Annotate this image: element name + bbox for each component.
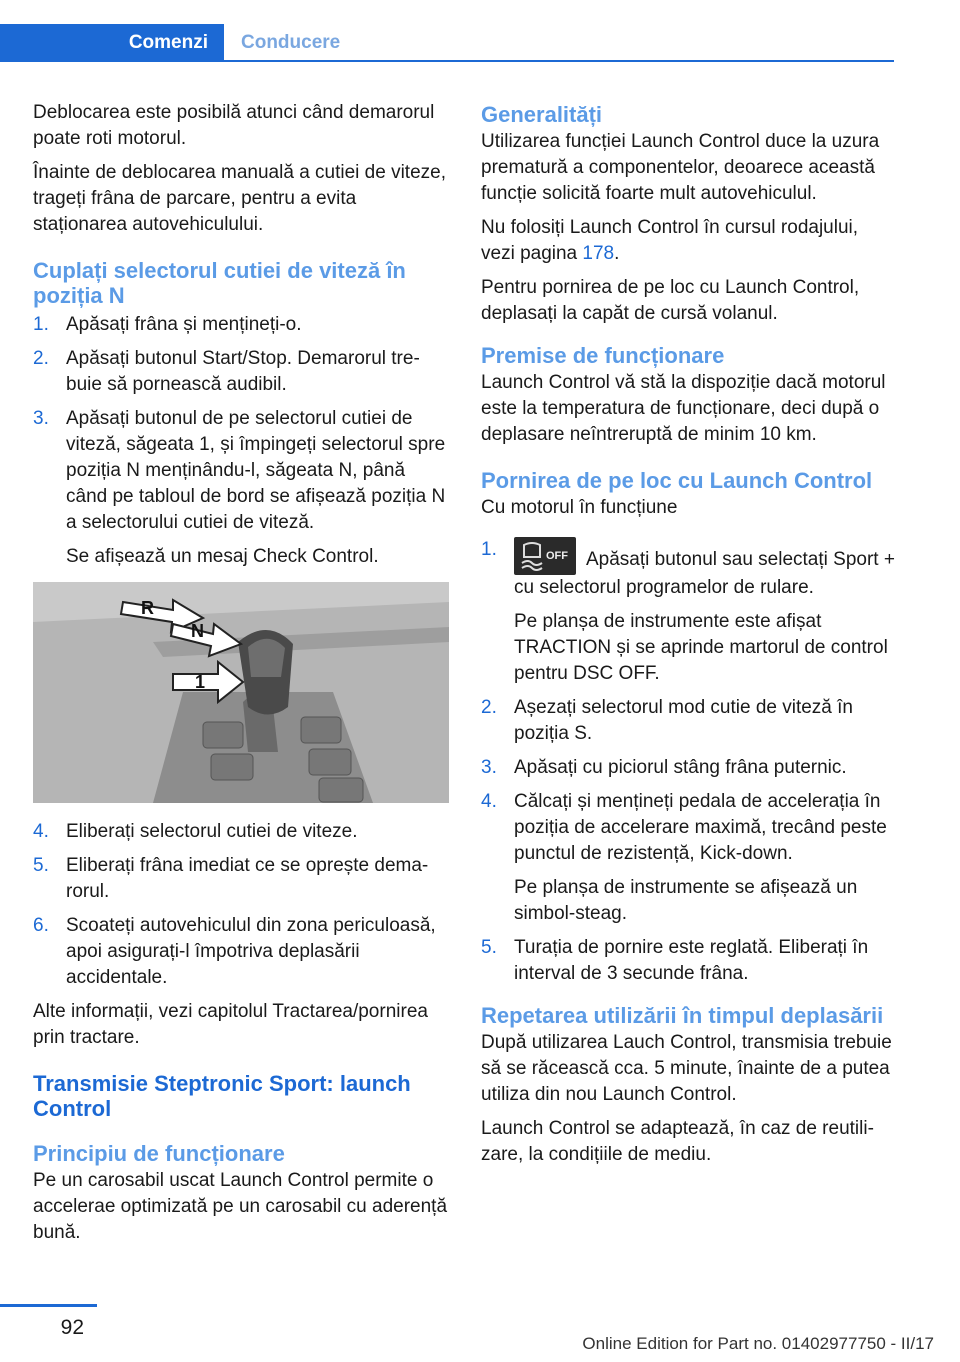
section-heading: Repetarea utilizării în timpul deplasării: [481, 1003, 884, 1028]
arrow-label-n: N: [191, 621, 204, 641]
chapter-heading: Transmisie Steptronic Sport: launch Control: [33, 1071, 411, 1121]
step-note: Pe planșa de instrumente este afișat TRACTION și se aprinde martorul de control pentru DSC OFF.: [514, 611, 888, 684]
section-heading: Principiu de funcționare: [33, 1141, 285, 1166]
paragraph: Deblocarea este posibilă atunci când demarorul poate roti motorul.: [33, 102, 435, 149]
step-text: Apăsați butonul sau selectați Sport + cu selectorul programelor de rulare.: [514, 549, 895, 598]
page-link[interactable]: 178: [582, 243, 615, 264]
dsc-off-button-icon: [514, 537, 576, 575]
step-note: Se afișează un mesaj Check Control.: [66, 546, 379, 567]
paragraph: Alte informații, vezi capitolul Tractarea/pornirea prin tractare.: [33, 1001, 428, 1048]
tab-comenzi[interactable]: Comenzi: [0, 24, 224, 62]
paragraph: Pe un carosabil uscat Launch Control permite o accelerae optimizată pe un carosabil cu aderență bună.: [33, 1170, 448, 1243]
paragraph: După utilizarea Lauch Control, transmisia trebuie să se răcească cca. 5 minute, înainte de a putea utiliza din nou Launch Control.: [481, 1032, 892, 1105]
left-column: [33, 100, 449, 1254]
step-text: Apăsați cu piciorul stâng frâna puternic.: [514, 757, 847, 778]
step-number: 6.: [33, 915, 49, 936]
step-number: 2.: [33, 348, 49, 369]
step-number: 5.: [33, 855, 49, 876]
gear-selector-illustration: [33, 582, 449, 803]
step-number: 5.: [481, 937, 497, 958]
step-text: Turația de pornire este reglată. Eliberați în interval de 3 secunde frâna.: [514, 937, 869, 984]
step-text: Eliberați frâna imediat ce se oprește demarorul.: [66, 855, 429, 902]
button-label: OFF: [546, 550, 568, 562]
list-item: [33, 913, 449, 991]
list-item: [33, 819, 449, 845]
arrow-label-1: 1: [195, 672, 206, 692]
section-heading: Generalități: [481, 102, 603, 127]
section-heading: Premise de funcționare: [481, 343, 725, 368]
header-tabs: [0, 24, 894, 62]
arrow-label-r: R: [141, 598, 154, 618]
step-note: Pe planșa de instrumente se afișează un simbol-steag.: [514, 877, 858, 924]
page-number: 92: [60, 1316, 84, 1339]
step-number: 3.: [481, 757, 497, 778]
list-item: [33, 346, 449, 398]
step-list: [481, 537, 897, 987]
step-number: 2.: [481, 697, 497, 718]
step-text: Apăsați butonul Start/Stop. Demarorul trebuie să pornească audibil.: [66, 348, 420, 395]
paragraph: Launch Control vă stă la dispoziție dacă motorul este la temperatura de funcționare, deci după o deplasare neîntreruptă de minim 10 km.: [481, 372, 886, 445]
step-text: Apăsați frâna și mențineți-o.: [66, 314, 302, 335]
step-text: Apăsați butonul de pe selectorul cutiei de viteză, săgeata 1, și împingeți selectorul spre poziția N menținându-l, săgeata N, până când pe tabloul de bord se afișează poziția N a selectorului cutiei de viteză.: [66, 408, 446, 533]
step-text: Călcați și mențineți pedala de accelerația în poziția de accelerare maximă, trecând peste punctul de rezistență, Kick-down.: [514, 791, 887, 864]
step-text: Așezați selectorul mod cutie de viteză în poziția S.: [514, 697, 854, 744]
paragraph: Launch Control se adaptează, în caz de reutilizare, la condițiile de mediu.: [481, 1118, 874, 1165]
tab-conducere[interactable]: Conducere: [241, 32, 341, 53]
list-item: [481, 755, 897, 781]
paragraph: Cu motorul în funcțiune: [481, 497, 678, 518]
step-number: 4.: [33, 821, 49, 842]
section-heading: Cuplați selectorul cutiei de viteză în poziția N: [33, 258, 406, 308]
step-text: Scoateți autovehiculul din zona periculoasă, apoi asigurați-l împotriva deplasării accidentale.: [66, 915, 436, 988]
step-list: [33, 819, 449, 991]
list-item: [481, 935, 897, 987]
step-list: [33, 312, 449, 570]
list-item: [33, 406, 449, 570]
step-number: 1.: [33, 314, 49, 335]
step-text: Eliberați selectorul cutiei de viteze.: [66, 821, 358, 842]
edition-label: Online Edition for Part no. 01402977750 - II/17: [582, 1334, 934, 1353]
paragraph: [481, 215, 897, 267]
list-item: [481, 537, 897, 687]
paragraph-text: .: [614, 243, 620, 264]
list-item: [481, 695, 897, 747]
right-column: [481, 102, 897, 1176]
paragraph: Utilizarea funcției Launch Control duce la uzura prematură a componentelor, deoarece această funcție solicită foarte mult autovehiculul.: [481, 131, 880, 204]
section-heading: Pornirea de pe loc cu Launch Control: [481, 468, 873, 493]
gear-selector-figure: [33, 582, 449, 803]
list-item: [33, 312, 449, 338]
step-number: 3.: [33, 408, 49, 429]
list-item: [481, 789, 897, 927]
paragraph: Pentru pornirea de pe loc cu Launch Control, deplasați la capăt de cursă volanul.: [481, 277, 860, 324]
paragraph: Înainte de deblocarea manuală a cutiei de viteze, trageți frâna de parcare, pentru a evita staționarea autovehiculului.: [33, 162, 446, 235]
step-number: 1.: [481, 539, 497, 560]
paragraph-text: Nu folosiți Launch Control în cursul rodajului, vezi pagina: [481, 217, 859, 264]
footer-rule: [0, 1304, 97, 1307]
header-rule: [0, 60, 894, 62]
step-number: 4.: [481, 791, 497, 812]
list-item: [33, 853, 449, 905]
